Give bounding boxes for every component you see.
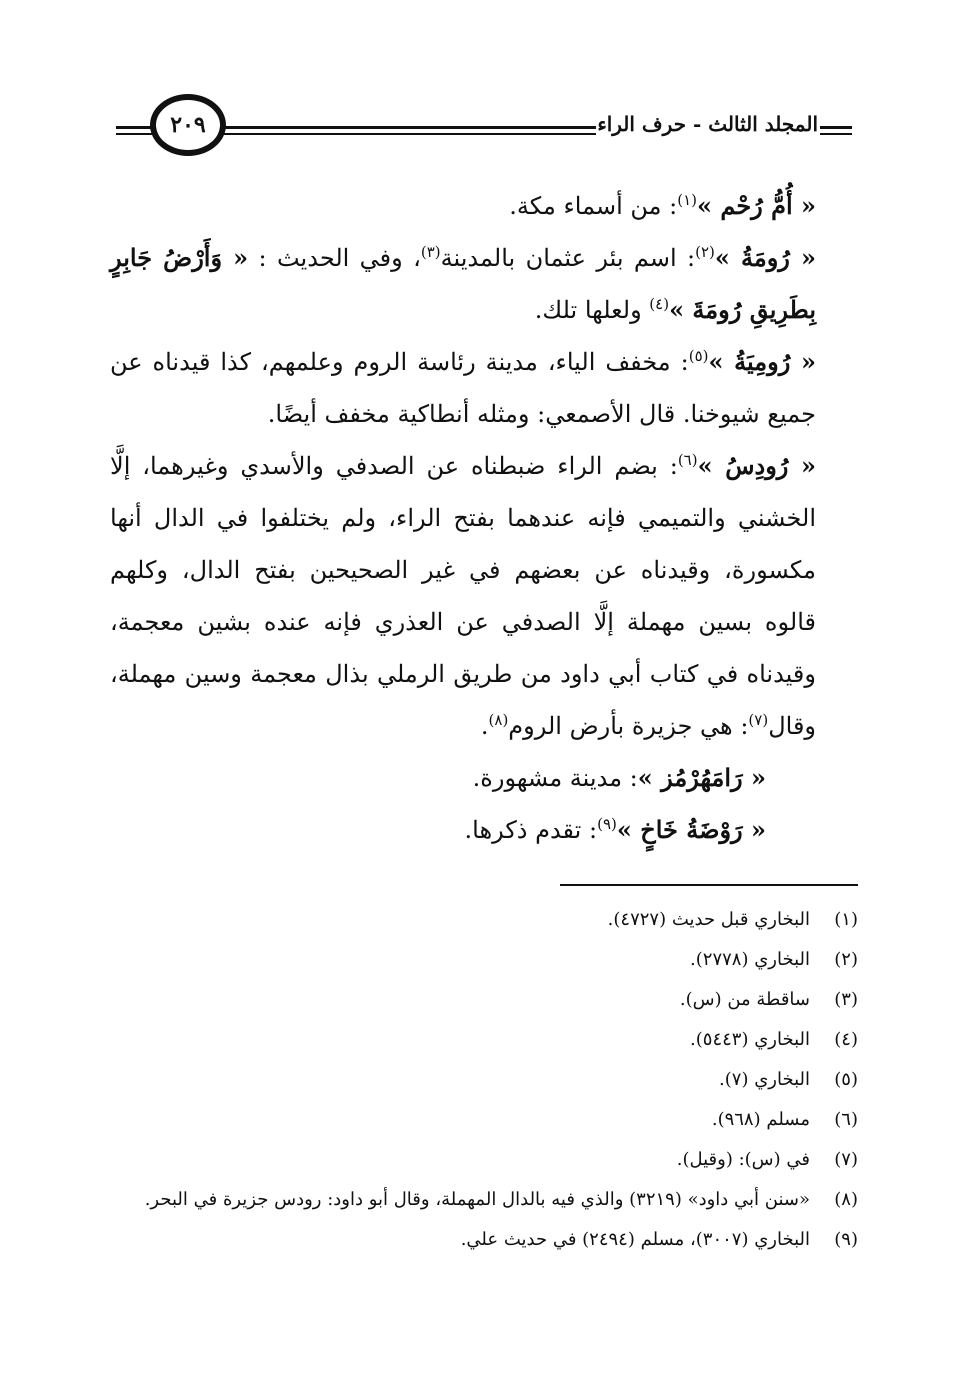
footnote-text: البخاري (٣٠٠٧)، مسلم (٢٤٩٤) في حديث علي. xyxy=(460,1229,810,1250)
footnote-number: (٣) xyxy=(834,989,858,1010)
footnote-text: في (س): (وقيل). xyxy=(676,1149,810,1170)
page-number: ٢٠٩ xyxy=(170,112,206,138)
footnote-number: (٦) xyxy=(834,1109,858,1130)
footnote-number: (٩) xyxy=(834,1229,858,1250)
footnote-item xyxy=(110,1100,858,1140)
hadith-quote: « وَأَرْضُ جَابِرٍ بِطَرِيقِ رُومَةَ » xyxy=(110,243,816,324)
entry-umm-ruhm xyxy=(110,180,858,232)
footnote-item xyxy=(110,1180,858,1220)
footnote-item xyxy=(110,900,858,940)
footnote-text: «سنن أبي داود» (٣٢١٩) والذي فيه بالدال المهملة، وقال أبو داود: رودس جزيرة في البحر. xyxy=(144,1189,810,1210)
footnote-text: البخاري (٥٤٤٣). xyxy=(690,1029,810,1050)
entry-term: « رُودِسُ » xyxy=(697,451,817,480)
entry-rumiyah xyxy=(110,336,858,440)
entry-term: « رَامَهُرْمُز » xyxy=(637,763,766,792)
footnote-number: (١) xyxy=(834,909,858,930)
footnote-ref: (١) xyxy=(677,191,697,209)
footnote-ref: (٨) xyxy=(488,711,509,729)
entry-text: : هي جزيرة بأرض الروم xyxy=(508,712,749,740)
entry-text: : تقدم ذكرها. xyxy=(464,816,598,844)
footnote-text: ساقطة من (س). xyxy=(679,989,810,1010)
entry-text: ولعلها تلك. xyxy=(534,296,650,324)
entry-text: : مخفف الياء، مدينة رئاسة الروم وعلمهم، كذا قيدناه عن جميع شيوخنا. قال الأصمعي: ومثله أنطاكية مخفف أيضًا. xyxy=(110,348,816,428)
footnote-number: (٤) xyxy=(834,1029,858,1050)
footnote-item xyxy=(110,980,858,1020)
footnote-ref: (٤) xyxy=(649,295,670,313)
main-text xyxy=(110,180,858,856)
entry-text: . xyxy=(480,712,489,740)
entry-text: : من أسماء مكة. xyxy=(509,192,678,220)
entry-term: « أُمُّ رُحْم » xyxy=(697,191,816,220)
entry-rumah xyxy=(110,232,858,336)
entry-ramhurmuz xyxy=(110,752,858,804)
footnote-ref: (٦) xyxy=(677,451,698,469)
footnote-number: (٨) xyxy=(834,1189,858,1210)
header-rule xyxy=(224,133,596,135)
running-title: المجلد الثالث - حرف الراء xyxy=(597,112,818,136)
entry-term: « رُومِيَةُ » xyxy=(708,347,817,376)
entry-term: « رَوْضَةُ خَاخٍ » xyxy=(616,815,766,844)
footnote-ref: (٣) xyxy=(420,243,441,261)
footnote-item xyxy=(110,1020,858,1060)
footnote-text: البخاري قبل حديث (٤٧٢٧). xyxy=(607,909,810,930)
footnote-ref: (٩) xyxy=(597,815,617,833)
header-rule xyxy=(820,133,852,135)
footnote-number: (٢) xyxy=(834,949,858,970)
footnote-item xyxy=(110,1220,858,1260)
footnote-item xyxy=(110,940,858,980)
header-rule xyxy=(116,126,152,129)
entry-rudis xyxy=(110,440,858,752)
header-rule xyxy=(224,126,596,129)
footnote-item xyxy=(110,1060,858,1100)
entry-term: « رُومَةُ » xyxy=(714,243,816,272)
header-rule xyxy=(116,133,152,135)
footnote-separator xyxy=(560,884,858,886)
entry-text: ، وفي الحديث : xyxy=(248,244,421,272)
footnote-item xyxy=(110,1140,858,1180)
header-rule xyxy=(820,126,852,129)
footnote-number: (٥) xyxy=(834,1069,858,1090)
footnote-text: البخاري (٧). xyxy=(719,1069,810,1090)
entry-text: : بضم الراء ضبطناه عن الصدفي والأسدي وغيرهما، إلَّا الخشني والتميمي فإنه عندهما بفتح الراء، ولم يختلفوا في الدال أنها مكسورة، وقيدناه عن بعضهم في غير الصحيحين بفتح الدال، وكلهم قالوه بسين مهملة إلَّا الصدفي عن العذري فإنه عنده بشين معجمة، وقيدناه في كتاب أبي داود من طريق الرملي بذال معجمة وسين مهملة، وقال xyxy=(110,452,816,740)
footnote-ref: (٥) xyxy=(688,347,709,365)
footnote-number: (٧) xyxy=(834,1149,858,1170)
footnote-text: مسلم (٩٦٨). xyxy=(711,1109,810,1130)
entry-rawdat-khakh xyxy=(110,804,858,856)
footnote-ref: (٧) xyxy=(748,711,769,729)
entry-text: : مدينة مشهورة. xyxy=(472,764,638,792)
footnote-ref: (٢) xyxy=(695,243,715,261)
footnote-text: البخاري (٢٧٧٨). xyxy=(690,949,810,970)
page-header xyxy=(112,88,852,178)
footnotes xyxy=(110,900,858,1260)
entry-text: : اسم بئر عثمان بالمدينة xyxy=(440,244,696,272)
page-number-oval xyxy=(150,94,226,156)
